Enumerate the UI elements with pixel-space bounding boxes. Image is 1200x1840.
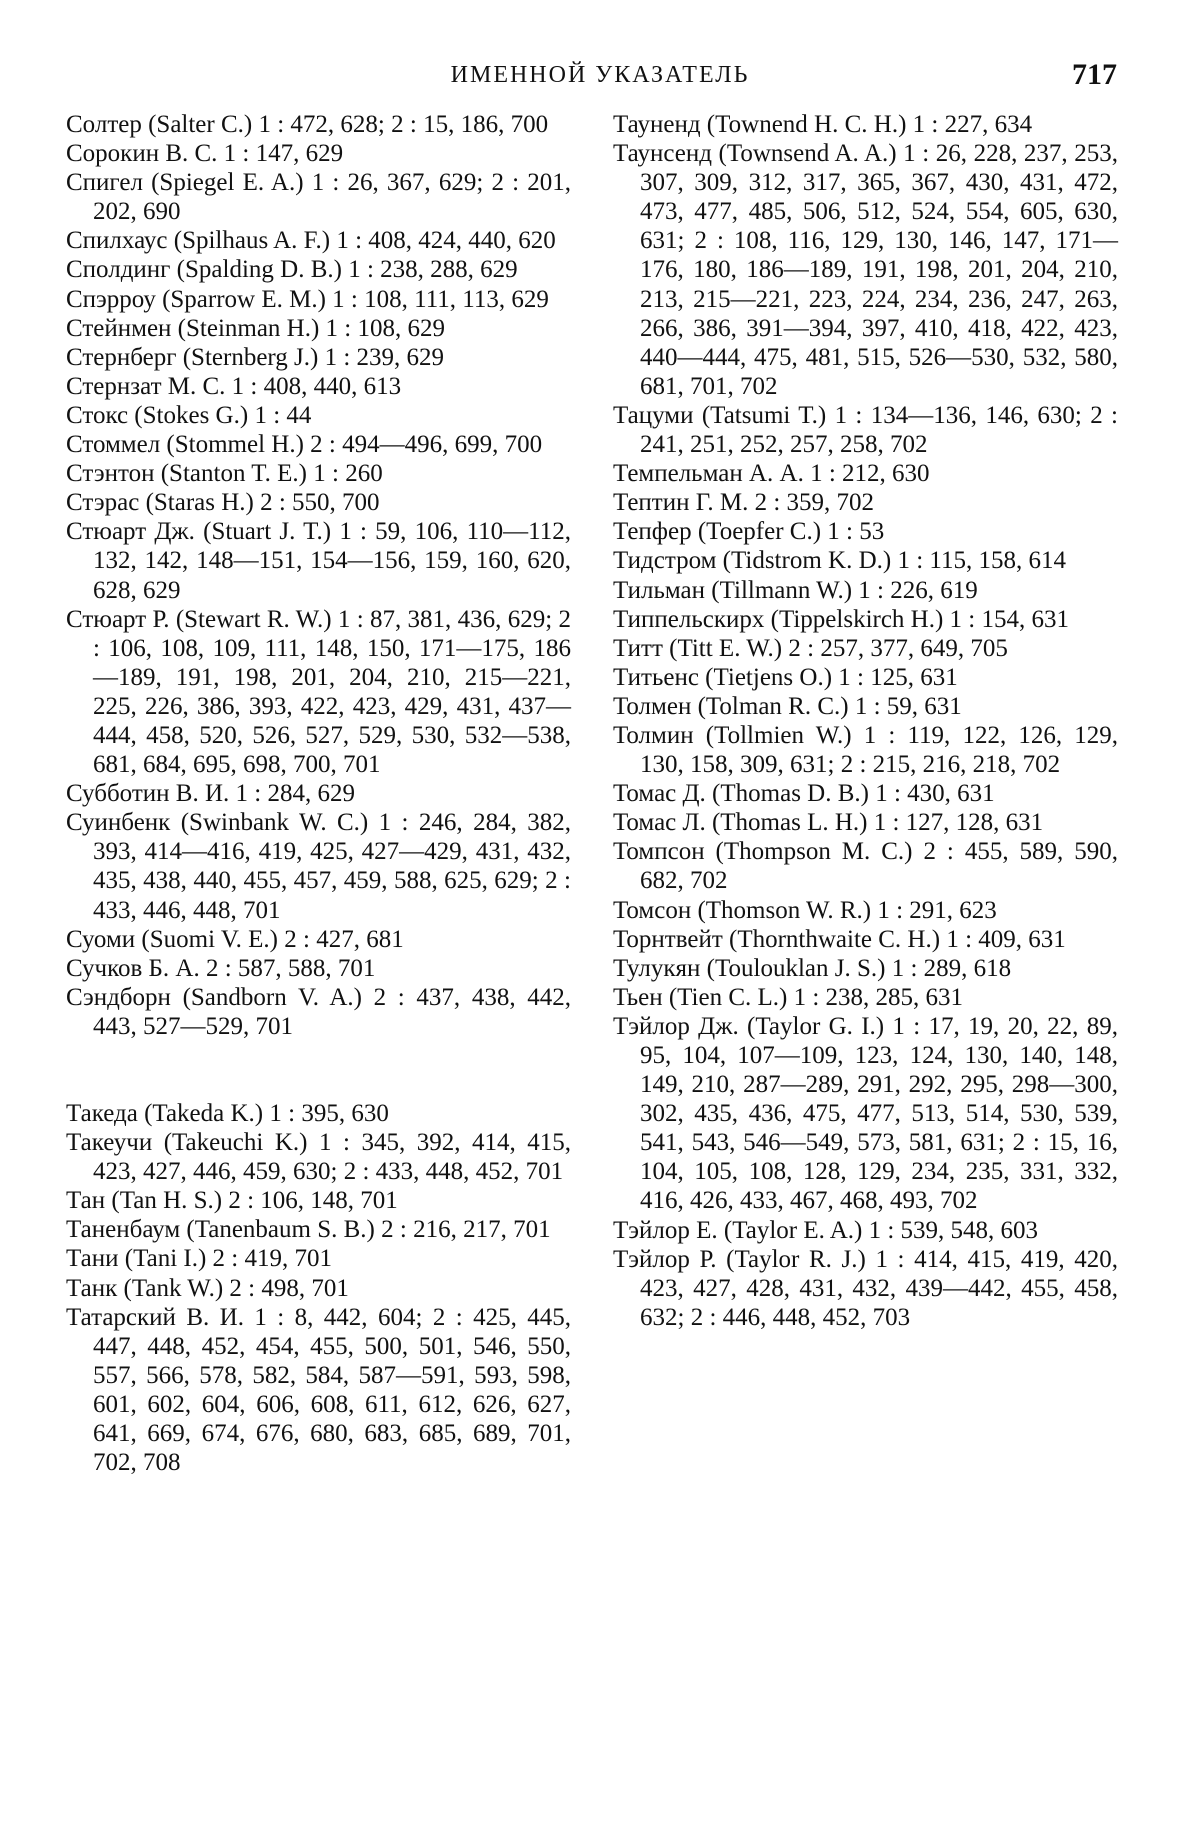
index-entry: Стэрас (Staras H.) 2 : 550, 700 (66, 489, 380, 517)
index-entry: Тауненд (Townend H. C. H.) 1 : 227, 634 (613, 111, 1033, 138)
index-entry: Толмен (Tolman R. C.) 1 : 59, 631 (613, 692, 962, 720)
index-entry: Томпсон (Thompson M. C.) 2 : 455, 589, 590, 682, 702 (613, 838, 1118, 895)
index-entry: Томсон (Thomson W. R.) 1 : 291, 623 (613, 896, 997, 924)
index-entry: Стейнмен (Steinman H.) 1 : 108, 629 (66, 314, 446, 342)
index-entry: Стюарт Дж. (Stuart J. T.) 1 : 59, 106, 110—112, 132, 142, 148—151, 154—156, 159, 160, 620, 628, 629 (66, 518, 571, 604)
index-entry: Субботин В. И. 1 : 284, 629 (66, 780, 355, 808)
index-entry: Титьенс (Tietjens O.) 1 : 125, 631 (613, 663, 958, 691)
index-entry: Таунсенд (Townsend A. A.) 1 : 26, 228, 237, 253, 307, 309, 312, 317, 365, 367, 430, 431, 472, 473, 477, 485, 506, 512, 524, 554, 605, 630, 631; 2 : 108, 116, 129, 130, 146, 147, 171—176, 180, 186—189, 191, 198, 201, 204, 210, 213, 215—221, 223, 224, 234, 236, 247, 263, 266, 386, 391—394, 397, 410, 418, 422, 423, 440—444, 475, 481, 515, 526—530, 532, 580, 681, 701, 702 (613, 140, 1118, 400)
left-column (66, 110, 571, 1477)
index-group-s (66, 110, 571, 1041)
index-entry: Тулукян (Toulouklan J. S.) 1 : 289, 618 (613, 954, 1012, 982)
index-entry: Темпельман А. А. 1 : 212, 630 (613, 460, 930, 488)
index-entry: Тацуми (Tatsumi T.) 1 : 134—136, 146, 630; 2 : 241, 251, 252, 257, 258, 702 (613, 401, 1118, 459)
index-entry: Торнтвейт (Thornthwaite C. H.) 1 : 409, 631 (613, 925, 1066, 953)
running-title: ИМЕННОЙ УКАЗАТЕЛЬ (450, 62, 750, 88)
index-entry: Танк (Tank W.) 2 : 498, 701 (66, 1274, 349, 1302)
index-entry: Стокс (Stokes G.) 1 : 44 (66, 401, 312, 429)
index-entry: Спэрроу (Sparrow E. M.) 1 : 108, 111, 113, 629 (66, 285, 549, 313)
index-entry: Томас Д. (Thomas D. B.) 1 : 430, 631 (613, 780, 995, 808)
index-entry: Типпельскирх (Tippelskirch H.) 1 : 154, 631 (613, 605, 1070, 633)
index-entry: Тептин Г. М. 2 : 359, 702 (613, 489, 875, 517)
index-entry: Стернберг (Sternberg J.) 1 : 239, 629 (66, 343, 445, 371)
index-entry: Суоми (Suomi V. E.) 2 : 427, 681 (66, 925, 404, 953)
index-entry: Тепфер (Toepfer C.) 1 : 53 (613, 518, 885, 546)
index-entry: Сэндборн (Sandborn V. A.) 2 : 437, 438, 442, 443, 527—529, 701 (66, 983, 571, 1040)
index-entry: Толмин (Tollmien W.) 1 : 119, 122, 126, 129, 130, 158, 309, 631; 2 : 215, 216, 218, 702 (613, 721, 1118, 779)
index-entry: Титт (Titt E. W.) 2 : 257, 377, 649, 705 (613, 634, 1008, 662)
index-entry: Стэнтон (Stanton T. E.) 1 : 260 (66, 460, 383, 488)
letter-gap (66, 1041, 571, 1099)
index-entry: Тьен (Tien C. L.) 1 : 238, 285, 631 (613, 983, 964, 1011)
index-entry: Тан (Tan H. S.) 2 : 106, 148, 701 (66, 1187, 398, 1215)
index-entry: Солтер (Salter C.) 1 : 472, 628; 2 : 15, 186, 700 (66, 111, 549, 138)
index-entry: Тидстром (Tidstrom K. D.) 1 : 115, 158, 614 (613, 547, 1066, 575)
index-entry: Стюарт Р. (Stewart R. W.) 1 : 87, 381, 436, 629; 2 : 106, 108, 109, 111, 148, 150, 171—175, 186—189, 191, 198, 201, 204, 210, 215—221, 225, 226, 386, 393, 422, 423, 429, 431, 437—444, 458, 520, 526, 527, 529, 530, 532—538, 681, 684, 695, 698, 700, 701 (66, 605, 571, 779)
index-entry: Спилхаус (Spilhaus A. F.) 1 : 408, 424, 440, 620 (66, 227, 556, 255)
running-head (0, 58, 1200, 98)
index-entry: Татарский В. И. 1 : 8, 442, 604; 2 : 425, 445, 447, 448, 452, 454, 455, 500, 501, 546, 550, 557, 566, 578, 582, 584, 587—591, 593, 598, 601, 602, 604, 606, 608, 611, 612, 626, 627, 641, 669, 674, 676, 680, 683, 685, 689, 701, 702, 708 (66, 1303, 571, 1477)
index-entry: Сучков Б. А. 2 : 587, 588, 701 (66, 954, 376, 982)
index-entry: Такеда (Takeda K.) 1 : 395, 630 (66, 1100, 389, 1127)
index-entry: Томас Л. (Thomas L. H.) 1 : 127, 128, 631 (613, 809, 1044, 837)
index-entry: Тэйлор Е. (Taylor E. A.) 1 : 539, 548, 603 (613, 1216, 1039, 1244)
index-entry: Сорокин В. С. 1 : 147, 629 (66, 140, 344, 168)
index-entry: Таненбаум (Tanenbaum S. B.) 2 : 216, 217, 701 (66, 1216, 551, 1244)
index-entry: Стернзат М. С. 1 : 408, 440, 613 (66, 372, 402, 400)
right-column (613, 110, 1118, 1332)
index-entry: Тани (Tani I.) 2 : 419, 701 (66, 1245, 332, 1273)
index-group-right (613, 110, 1118, 1332)
index-group-t (66, 1099, 571, 1477)
index-entry: Суинбенк (Swinbank W. C.) 1 : 246, 284, 382, 393, 414—416, 419, 425, 427—429, 431, 432, 435, 438, 440, 455, 457, 459, 588, 625, 629; 2 : 433, 446, 448, 701 (66, 809, 571, 924)
index-entry: Тильман (Tillmann W.) 1 : 226, 619 (613, 576, 978, 604)
index-entry: Такеучи (Takeuchi K.) 1 : 345, 392, 414, 415, 423, 427, 446, 459, 630; 2 : 433, 448, 452, 701 (66, 1129, 571, 1186)
index-entry: Спигел (Spiegel E. A.) 1 : 26, 367, 629; 2 : 201, 202, 690 (66, 169, 571, 226)
index-entry: Сполдинг (Spalding D. B.) 1 : 238, 288, 629 (66, 256, 518, 284)
index-entry: Стоммел (Stommel H.) 2 : 494—496, 699, 700 (66, 431, 543, 459)
index-entry: Тэйлор Дж. (Taylor G. I.) 1 : 17, 19, 20, 22, 89, 95, 104, 107—109, 123, 124, 130, 140, 148, 149, 210, 287—289, 291, 292, 295, 298—300, 302, 435, 436, 475, 477, 513, 514, 530, 539, 541, 543, 546—549, 573, 581, 631; 2 : 15, 16, 104, 105, 108, 128, 129, 234, 235, 331, 332, 416, 426, 433, 467, 468, 493, 702 (613, 1012, 1118, 1215)
page-number: 717 (1072, 58, 1117, 91)
index-entry: Тэйлор Р. (Taylor R. J.) 1 : 414, 415, 419, 420, 423, 427, 428, 431, 432, 439—442, 455, 458, 632; 2 : 446, 448, 452, 703 (613, 1245, 1118, 1331)
